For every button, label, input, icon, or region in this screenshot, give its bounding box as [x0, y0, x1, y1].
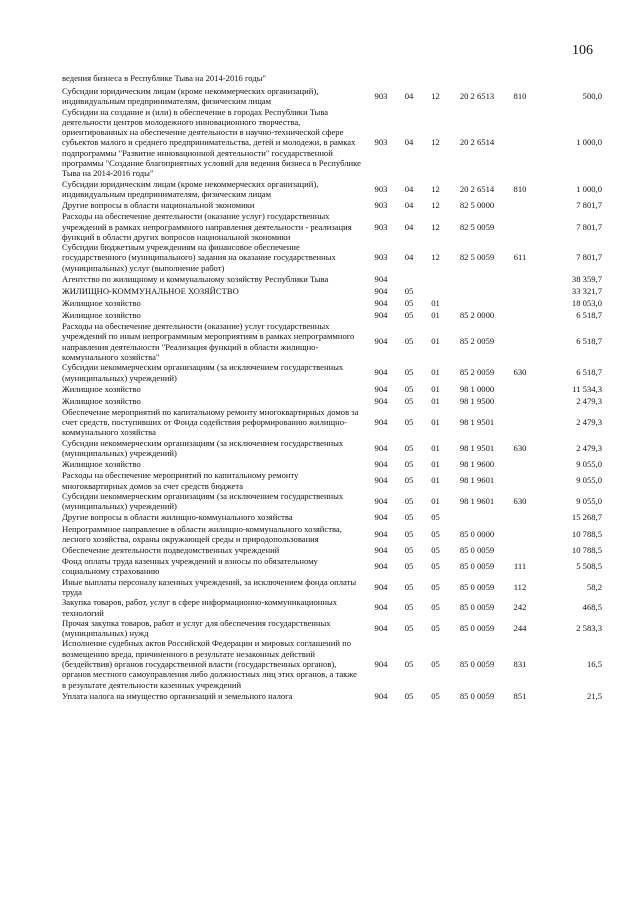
- row-amount: 33 321,7: [571, 285, 602, 296]
- row-section-code: 04: [404, 200, 414, 211]
- row-section-code: 05: [404, 336, 414, 347]
- row-subsection-code: 12: [431, 200, 440, 211]
- row-subsection-code: 05: [431, 561, 440, 572]
- table-row: [62, 179, 602, 200]
- row-target-code: 85 2 0000: [459, 309, 495, 320]
- row-ved-code: 904: [374, 442, 388, 453]
- row-expense-type-code: [505, 395, 535, 407]
- row-expense-type-code: [505, 512, 535, 524]
- row-target-code: 20 2 6513: [459, 91, 495, 102]
- row-section-code: 05: [404, 496, 414, 507]
- row-section-code: 05: [404, 690, 414, 701]
- row-amount: 9 055,0: [576, 475, 602, 486]
- row-subsection-code: 01: [431, 496, 440, 507]
- row-subsection-code: 01: [431, 417, 440, 428]
- row-section-code: 04: [404, 221, 414, 232]
- table-row: [62, 458, 602, 470]
- row-expense-type-code: [505, 211, 535, 242]
- row-target-code: 85 0 0059: [459, 659, 495, 670]
- row-section-code: 05: [404, 581, 414, 592]
- row-ved-code: 904: [374, 459, 388, 470]
- row-expense-type-code: 851: [513, 690, 527, 701]
- row-target-code: [449, 297, 505, 309]
- continued-header-text: ведения бизнеса в Республике Тыва на 2014-2016 годы": [62, 73, 266, 83]
- row-name: Уплата налога на имущество организаций и земельного налога: [62, 690, 293, 701]
- row-amount: 5 508,5: [576, 561, 602, 572]
- row-target-code: 98 1 9501: [459, 417, 495, 428]
- row-name: Иные выплаты персоналу казенных учреждений, за исключением фонда оплаты труда: [62, 576, 357, 597]
- row-name: Другие вопросы в области национальной экономики: [62, 200, 255, 211]
- table-row: [62, 242, 602, 273]
- row-expense-type-code: [505, 458, 535, 470]
- row-section-code: 05: [404, 623, 414, 634]
- row-expense-type-code: [505, 285, 535, 297]
- row-ved-code: 904: [374, 496, 388, 507]
- table-row: [62, 438, 602, 459]
- row-subsection-code: 05: [431, 690, 440, 701]
- row-amount: 6 518,7: [576, 309, 602, 320]
- row-amount: 16,5: [586, 659, 602, 670]
- row-ved-code: 904: [374, 367, 388, 378]
- row-ved-code: 904: [374, 395, 388, 406]
- row-subsection-code: 05: [431, 602, 440, 613]
- row-subsection-code: 12: [431, 183, 440, 194]
- row-expense-type-code: [505, 383, 535, 395]
- row-amount: 38 359,7: [571, 273, 602, 284]
- row-expense-type-code: [505, 544, 535, 556]
- table-row: [62, 577, 602, 598]
- row-section-code: 04: [404, 252, 414, 263]
- row-section-code: 05: [404, 442, 414, 453]
- row-target-code: 98 1 9601: [459, 496, 495, 507]
- table-row: [62, 199, 602, 211]
- row-ved-code: 903: [374, 137, 388, 148]
- row-subsection-code: 05: [431, 528, 440, 539]
- row-amount: 1 000,0: [576, 137, 602, 148]
- row-amount: 10 788,5: [571, 544, 602, 555]
- row-target-code: 20 2 6514: [459, 137, 495, 148]
- row-ved-code: 904: [374, 285, 388, 296]
- table-row: [62, 470, 602, 491]
- row-ved-code: 904: [374, 309, 388, 320]
- row-ved-code: 904: [374, 528, 388, 539]
- row-name: Жилищное хозяйство: [62, 297, 141, 308]
- row-section-code: 05: [404, 544, 414, 555]
- table-row: [62, 544, 602, 556]
- row-expense-type-code: [505, 407, 535, 438]
- table-row: [62, 321, 602, 362]
- table-row: [62, 273, 602, 285]
- row-expense-type-code: [505, 524, 535, 545]
- row-target-code: 85 0 0000: [459, 528, 495, 539]
- row-name: Субсидии некоммерческим организациям (за исключением государственных (муниципальных) учреждений): [62, 490, 344, 512]
- row-name: ЖИЛИЩНО-КОММУНАЛЬНОЕ ХОЗЯЙСТВО: [62, 285, 239, 296]
- table-row: [62, 491, 602, 512]
- table-row: [62, 556, 602, 577]
- table-row: [62, 395, 602, 407]
- row-amount: 6 518,7: [576, 367, 602, 378]
- row-subsection-code: 01: [431, 395, 440, 406]
- row-subsection-code: [422, 285, 449, 297]
- row-target-code: 85 0 0059: [459, 581, 495, 592]
- row-expense-type-code: [505, 470, 535, 491]
- row-amount: 7 801,7: [576, 252, 602, 263]
- row-ved-code: 904: [374, 273, 388, 284]
- row-subsection-code: 01: [431, 309, 440, 320]
- table-row: [62, 285, 602, 297]
- row-section-code: 05: [404, 528, 414, 539]
- row-amount: 2 583,3: [576, 623, 602, 634]
- row-ved-code: 904: [374, 690, 388, 701]
- row-amount: 9 055,0: [576, 496, 602, 507]
- row-expense-type-code: [505, 309, 535, 321]
- row-amount: 2 479,3: [576, 395, 602, 406]
- row-ved-code: 904: [374, 602, 388, 613]
- row-section-code: 05: [404, 602, 414, 613]
- row-name: Обеспечение деятельности подведомственных учреждений: [62, 544, 280, 555]
- row-expense-type-code: 242: [513, 602, 527, 613]
- row-target-code: 85 0 0059: [459, 623, 495, 634]
- row-target-code: 98 1 9501: [459, 442, 495, 453]
- row-section-code: 05: [404, 659, 414, 670]
- table-row: [62, 690, 602, 702]
- row-target-code: 98 1 9601: [459, 475, 495, 486]
- row-name: Исполнение судебных актов Российской Федерации и мировых соглашений по возмещению вреда, причиненного в результате незаконных действий (бездействия) органов государственной власти (государственных органов), органов местного самоуправления либо должностных лиц этих органов, а также в результате деятельности казенных учреждений: [62, 638, 357, 690]
- row-target-code: 98 1 9500: [459, 395, 495, 406]
- row-subsection-code: 01: [431, 475, 440, 486]
- row-amount: 2 479,3: [576, 442, 602, 453]
- row-subsection-code: 05: [431, 659, 440, 670]
- row-section-code: 05: [404, 475, 414, 486]
- row-name: Жилищное хозяйство: [62, 383, 141, 394]
- row-name: Субсидии на создание и (или) в обеспечение в городах Республики Тыва деятельности центров молодежного инновационного творчества, ориентированных на обеспечение деятельности в научно-технической сфере субъектов малого и среднего предпринимательства, детей и молодежи, в рамках подпрограммы "Развитие инновационной деятельности" государственной программы "Создание благоприятных условий для ведения бизнеса в Республике Тыва на 2014-2016 годы": [62, 106, 361, 179]
- row-name: Субсидии бюджетным учреждениям на финансовое обеспечение государственного (муниципального) задания на оказание государственных (муниципальных) услуг (выполнение работ): [62, 242, 336, 273]
- table-row: [62, 107, 602, 179]
- row-name: Субсидии юридическим лицам (кроме некоммерческих организаций), индивидуальным предпринимателям, физическим лицам: [62, 86, 319, 107]
- table-row: [62, 211, 602, 242]
- row-name: Агентство по жилищному и коммунальному хозяйству Республики Тыва: [62, 273, 329, 284]
- row-expense-type-code: 111: [513, 561, 527, 572]
- row-amount: 2 479,3: [576, 417, 602, 428]
- row-ved-code: 903: [374, 200, 388, 211]
- row-name: Обеспечение мероприятий по капитальному ремонту многоквартирных домов за счет средств, поступивших от Фонда содействия реформированию жилищно-коммунального хозяйства: [62, 406, 359, 438]
- row-expense-type-code: 630: [513, 496, 527, 507]
- row-amount: 1 000,0: [576, 183, 602, 194]
- row-target-code: [449, 285, 505, 297]
- row-ved-code: 903: [374, 183, 388, 194]
- row-subsection-code: 05: [431, 544, 440, 555]
- row-amount: 6 518,7: [576, 336, 602, 347]
- row-amount: 10 788,5: [571, 528, 602, 539]
- row-section-code: 05: [404, 417, 414, 428]
- row-ved-code: 904: [374, 417, 388, 428]
- row-target-code: 85 0 0059: [459, 690, 495, 701]
- row-expense-type-code: [505, 297, 535, 309]
- row-amount: 21,5: [586, 690, 602, 701]
- row-subsection-code: 01: [431, 297, 440, 308]
- row-section-code: 05: [404, 561, 414, 572]
- row-ved-code: 904: [374, 336, 388, 347]
- row-section-code: 04: [404, 137, 414, 148]
- table-row: [62, 383, 602, 395]
- row-subsection-code: 01: [431, 367, 440, 378]
- row-section-code: 05: [404, 285, 414, 296]
- row-amount: 11 534,3: [572, 383, 602, 394]
- row-amount: 468,5: [582, 602, 602, 613]
- row-ved-code: 904: [374, 623, 388, 634]
- row-name: Расходы на обеспечение деятельности (оказание) услуг государственных учреждений по иным непрограммным мероприятиям в рамках непрограммного направления деятельности "Реализация функций в области жилищно-коммунального хозяйства": [62, 321, 355, 362]
- row-expense-type-code: 630: [513, 442, 527, 453]
- row-amount: 58,2: [586, 581, 602, 592]
- row-name: Жилищное хозяйство: [62, 459, 141, 470]
- row-subsection-code: 12: [431, 252, 440, 263]
- row-section-code: 05: [404, 395, 414, 406]
- row-ved-code: 904: [374, 544, 388, 555]
- table-row: [62, 362, 602, 383]
- row-section-code: [396, 273, 422, 285]
- row-expense-type-code: [505, 199, 535, 211]
- row-section-code: 05: [404, 297, 414, 308]
- page-number: 106: [572, 43, 593, 58]
- row-section-code: 04: [404, 183, 414, 194]
- row-name: Субсидии некоммерческим организациям (за исключением государственных (муниципальных) учреждений): [62, 362, 344, 383]
- row-ved-code: 903: [374, 221, 388, 232]
- row-section-code: 05: [404, 309, 414, 320]
- row-ved-code: 903: [374, 252, 388, 263]
- row-target-code: 85 0 0059: [459, 561, 495, 572]
- row-amount: 7 801,7: [576, 200, 602, 211]
- row-amount: 7 801,7: [576, 221, 602, 232]
- row-subsection-code: 12: [431, 221, 440, 232]
- row-section-code: 04: [404, 91, 414, 102]
- row-amount: 9 055,0: [576, 459, 602, 470]
- row-target-code: 98 1 0000: [459, 383, 495, 394]
- table-row: [62, 638, 602, 689]
- row-ved-code: 904: [374, 512, 388, 523]
- row-ved-code: 904: [374, 297, 388, 308]
- row-ved-code: 904: [374, 475, 388, 486]
- row-name: Расходы на обеспечение мероприятий по капитальному ремонту многоквартирных домов за счет средств бюджета: [62, 470, 299, 491]
- row-subsection-code: [422, 273, 449, 285]
- row-ved-code: 903: [374, 91, 388, 102]
- table-row: [62, 512, 602, 524]
- row-subsection-code: 01: [431, 336, 440, 347]
- row-ved-code: 904: [374, 581, 388, 592]
- row-target-code: 82 5 0059: [459, 252, 495, 263]
- row-expense-type-code: 611: [513, 252, 527, 263]
- row-target-code: 85 2 0059: [459, 336, 495, 347]
- table-row: [62, 297, 602, 309]
- row-section-code: 05: [404, 367, 414, 378]
- row-amount: 500,0: [582, 91, 602, 102]
- row-expense-type-code: 112: [513, 581, 527, 592]
- row-subsection-code: 12: [431, 91, 440, 102]
- row-name: Субсидии некоммерческим организациям (за исключением государственных (муниципальных) учреждений): [62, 437, 344, 459]
- budget-table: [62, 86, 602, 702]
- row-name: Жилищное хозяйство: [62, 395, 141, 406]
- row-subsection-code: 05: [431, 512, 440, 523]
- row-name: Прочая закупка товаров, работ и услуг для обеспечения государственных (муниципальных) нужд: [62, 617, 331, 639]
- row-subsection-code: 01: [431, 459, 440, 470]
- row-target-code: 82 5 0059: [459, 221, 495, 232]
- row-name: Непрограммное направление в области жилищно-коммунального хозяйства, лесного хозяйства, охраны окружающей среды и природопользования: [62, 523, 342, 544]
- row-expense-type-code: 244: [513, 623, 527, 634]
- row-expense-type-code: 810: [513, 91, 527, 102]
- row-subsection-code: 01: [431, 383, 440, 394]
- row-target-code: 85 0 0059: [459, 602, 495, 613]
- table-row: [62, 309, 602, 321]
- row-section-code: 05: [404, 383, 414, 394]
- row-target-code: [449, 273, 505, 285]
- row-ved-code: 904: [374, 659, 388, 670]
- row-target-code: 85 0 0059: [459, 544, 495, 555]
- row-ved-code: 904: [374, 383, 388, 394]
- row-name: Закупка товаров, работ, услуг в сфере информационно-коммуникационных технологий: [62, 597, 338, 618]
- table-row: [62, 618, 602, 639]
- row-expense-type-code: [505, 107, 535, 179]
- row-amount: 18 053,0: [571, 297, 602, 308]
- row-name: Фонд оплаты труда казенных учреждений и взносы по обязательному социальному страхованию: [62, 556, 318, 577]
- row-target-code: 20 2 6514: [459, 183, 495, 194]
- table-row: [62, 86, 602, 107]
- row-section-code: 05: [404, 459, 414, 470]
- row-expense-type-code: 630: [513, 367, 527, 378]
- row-target-code: 85 2 0059: [459, 367, 495, 378]
- row-expense-type-code: [505, 273, 535, 285]
- row-name: Жилищное хозяйство: [62, 309, 141, 320]
- row-name: Расходы на обеспечение деятельности (оказание услуг) государственных учреждений в рамках непрограммного направления деятельности - реализация функций в области других вопросов национальной экономики: [62, 211, 352, 242]
- row-section-code: 05: [404, 512, 414, 523]
- row-target-code: 98 1 9600: [459, 459, 495, 470]
- row-ved-code: 904: [374, 561, 388, 572]
- table-row: [62, 597, 602, 618]
- row-target-code: 82 5 0000: [459, 200, 495, 211]
- row-amount: 15 268,7: [571, 512, 602, 523]
- row-subsection-code: 12: [431, 137, 440, 148]
- row-expense-type-code: 810: [513, 183, 527, 194]
- row-subsection-code: 05: [431, 623, 440, 634]
- table-row: [62, 524, 602, 545]
- row-name: Другие вопросы в области жилищно-коммунального хозяйства: [62, 512, 293, 523]
- row-name: Субсидии юридическим лицам (кроме некоммерческих организаций), индивидуальным предпринимателям, физическим лицам: [62, 178, 319, 199]
- row-expense-type-code: 831: [513, 659, 527, 670]
- row-subsection-code: 05: [431, 581, 440, 592]
- table-row: [62, 407, 602, 438]
- row-subsection-code: 01: [431, 442, 440, 453]
- row-target-code: [449, 512, 505, 524]
- row-expense-type-code: [505, 321, 535, 362]
